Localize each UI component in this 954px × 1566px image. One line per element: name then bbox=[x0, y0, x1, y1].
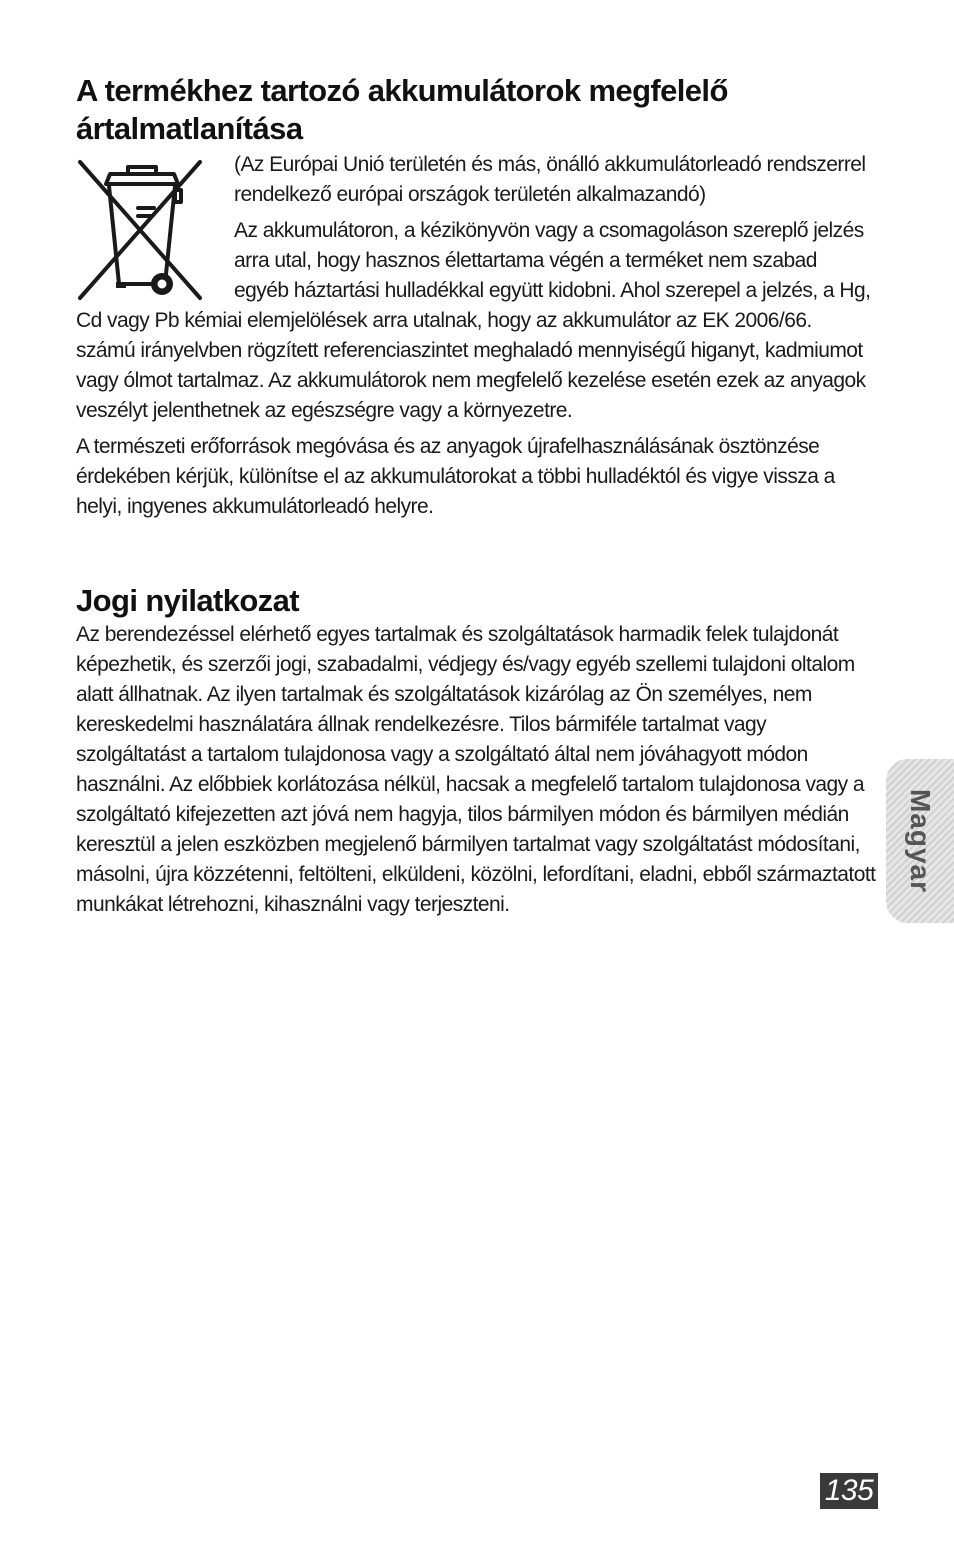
battery-disposal-paragraph-1: Az akkumulátoron, a kézikönyvön vagy a csomagoláson szereplő jelzés arra utal, hogy hasznos élettartama végén a terméket nem szabad egyéb háztartási hulladékkal együtt kidobni. Ahol szerepel a jelzés, a Hg, Cd vagy Pb kémiai elemjelölések arra utalnak, hogy az akkumulátor az EK 2006/66. számú irányelvben rögzített referenciaszintet meghaladó mennyiségű higanyt, kadmiumot vagy ólmot tartalmaz. Az akkumulátorok nem megfelelő kezelése esetén ezek az anyagok veszélyt jelenthetnek az egészségre vagy a környezetre. bbox=[76, 219, 871, 422]
battery-disposal-paragraph-2: A természeti erőforrások megóvása és az anyagok újrafelhasználásának ösztönzése érdekében kérjük, különítse el az akkumulátorokat a többi hulladéktól és vigye vissza a helyi, ingyenes akkumulátorleadó helyre. bbox=[76, 435, 835, 518]
language-side-tab bbox=[886, 759, 954, 923]
battery-disposal-body bbox=[76, 150, 876, 522]
language-tab-label: Magyar bbox=[905, 788, 936, 894]
crossed-out-wheelie-bin-icon bbox=[76, 156, 204, 306]
page-number: 135 bbox=[820, 1473, 878, 1509]
legal-notice-paragraph: Az berendezéssel elérhető egyes tartalmak és szolgáltatások harmadik felek tulajdonát képezhetik, és szerzői jogi, szabadalmi, védjegy és/vagy egyéb szellemi tulajdoni oltalom alatt állhatnak. Az ilyen tartalmak és szolgáltatások kizárólag az Ön személyes, nem kereskedelmi használatára állnak rendelkezésre. Tilos bármiféle tartalmat vagy szolgáltatást a tartalom tulajdonosa vagy a szolgáltató által nem jóváhagyott módon használni. Az előbbiek korlátozása nélkül, hacsak a megfelelő tartalom tulajdonosa vagy a szolgáltató kifejezetten azt jóvá nem hagyja, tilos bármilyen módon és bármilyen médián keresztül a jelen eszközben megjelenő bármilyen tartalmat vagy szolgáltatást módosítani, másolni, újra közzétenni, feltölteni, elküldeni, közölni, lefordítani, eladni, ebből származtatott munkákat létrehozni, kihasználni vagy terjeszteni. bbox=[76, 623, 876, 916]
legal-notice-title: Jogi nyilatkozat bbox=[76, 583, 299, 618]
legal-notice-section bbox=[76, 582, 876, 920]
manual-page bbox=[76, 72, 876, 920]
battery-disposal-section bbox=[76, 72, 876, 522]
battery-disposal-title: A termékhez tartozó akkumulátorok megfelelő ártalmatlanítása bbox=[76, 73, 728, 146]
battery-scope-note: (Az Európai Unió területén és más, önálló akkumulátorleadó rendszerrel rendelkező európai országok területén alkalmazandó) bbox=[234, 153, 866, 206]
